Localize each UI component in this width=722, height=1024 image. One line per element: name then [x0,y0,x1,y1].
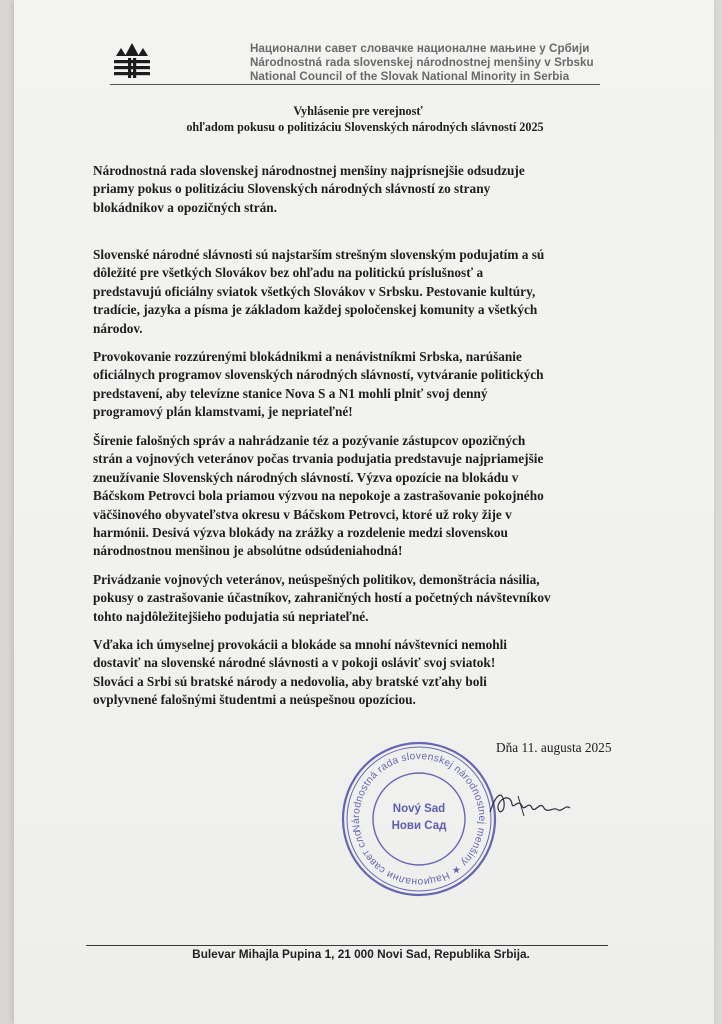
text-line: zneužívanie Slovenských národných slávností. Výzva opozície na blokádu v [93,469,519,485]
paragraph [93,162,623,217]
paragraph [93,246,623,338]
paragraph [93,432,623,561]
text-line: ovplyvnené falošnými študentmi a neúspešnou opozíciou. [93,692,416,708]
footer-address: Bulevar Mihajla Pupina 1, 21 000 Novi Sad, Republika Srbija. [192,947,530,961]
text-line: oficiálnych programov slovenských národných slávností, vytváranie politických [93,367,544,383]
text-line: Šírenie falošných správ a nahrádzanie téz a pozývanie zástupcov opozičných [93,433,526,448]
text-line: programový plán klamstvami, je nepriateľné! [93,404,353,420]
header-org-line-serbian: Национални савет словачке националне мањине у Србији [250,42,590,55]
paragraph [93,571,623,626]
document-subtitle: ohľadom pokusu o politizáciu Slovenských národných slávností 2025 [186,120,544,134]
document-title: Vyhlásenie pre verejnosť [293,104,423,118]
header-org-line-english: National Council of the Slovak National Minority in Serbia [250,70,570,83]
text-line: tohto najdôležitejšieho podujatia sú nepriateľné. [93,608,369,624]
text-line: Báčskom Petrovci bola priamou výzvou na nepokoje a zastrašovanie pokojného [93,488,544,504]
text-line: Slováci a Srbi sú bratské národy a nedovolia, aby bratské vzťahy boli [93,673,487,689]
council-logo-icon [112,40,152,80]
svg-text:Národnostná rada slovenskej ná [338,738,500,900]
text-line: Provokovanie rozzúrenými blokádnikmi a nenávistníkmi Srbska, narúšanie [93,349,522,364]
text-line: väčšinového obyvateľstva okresu v Báčskom Petrovci, ktoré už roky žije v [93,506,512,522]
text-line: predstavení, aby televízne stanice Nova S a N1 mohli plniť svoj denný [93,385,488,401]
text-line: strán a vojnových veteránov počas trvania podujatia predstavuje najpriamejšie [93,451,544,467]
text-line: Privádzanie vojnových veteránov, neúspešných politikov, demonštrácia násilia, [93,572,540,587]
text-line: pokusy o zastrašovanie účastníkov, zahraničných hostí a početných návštevníkov [93,590,551,606]
header-divider [110,84,600,85]
text-line: národov. [93,320,143,336]
date-line: Dňa 11. augusta 2025 [496,740,612,755]
text-line: Slovenské národné slávnosti sú najstarším strešným slovenským podujatím a sú [93,247,545,262]
text-line: Národnostná rada slovenskej národnostnej menšiny najprísnejšie odsudzuje [93,163,525,178]
text-line: národnostnou menšinou je absolútne odsúdeniahodná! [93,543,403,559]
stamp-city-cyrillic: Нови Сад [391,820,447,832]
text-line: harmónii. Desivá výzva blokády na zrážky a rozdelenie medzi slovenskou [93,525,508,541]
text-line: dôležité pre všetkých Slovákov bez ohľadu na politickú príslušnosť a [93,265,484,281]
stamp-ring-text: Národnostná rada slovenskej národnostnej menšiny ★ Национални савет словачке [350,750,488,888]
footer-divider [86,945,608,946]
text-line: priamy pokus o politizáciu Slovenských národných slávností zo strany [93,181,491,197]
text-line: dostaviť na slovenské národné slávnosti a v pokoji osláviť svoj sviatok! [93,655,496,671]
text-line: Vďaka ich úmyselnej provokácii a blokáde sa mnohí návštevníci nemohli [93,637,508,652]
header-org-line-slovak: Národnostná rada slovenskej národnostnej menšiny v Srbsku [250,56,594,69]
text-line: blokádnikov a opozičných strán. [93,199,277,215]
text-line: tradície, jazyka a písma je základom každej spoločenskej komunity a všetkých [93,302,538,318]
paragraph [93,348,623,422]
paragraph [93,636,623,710]
handwritten-signature [488,786,588,822]
official-stamp [338,738,500,900]
stamp-city-latin: Nový Sad [392,803,446,815]
text-line: predstavujú oficiálny sviatok všetkých Slovákov v Srbsku. Pestovanie kultúry, [93,283,536,299]
